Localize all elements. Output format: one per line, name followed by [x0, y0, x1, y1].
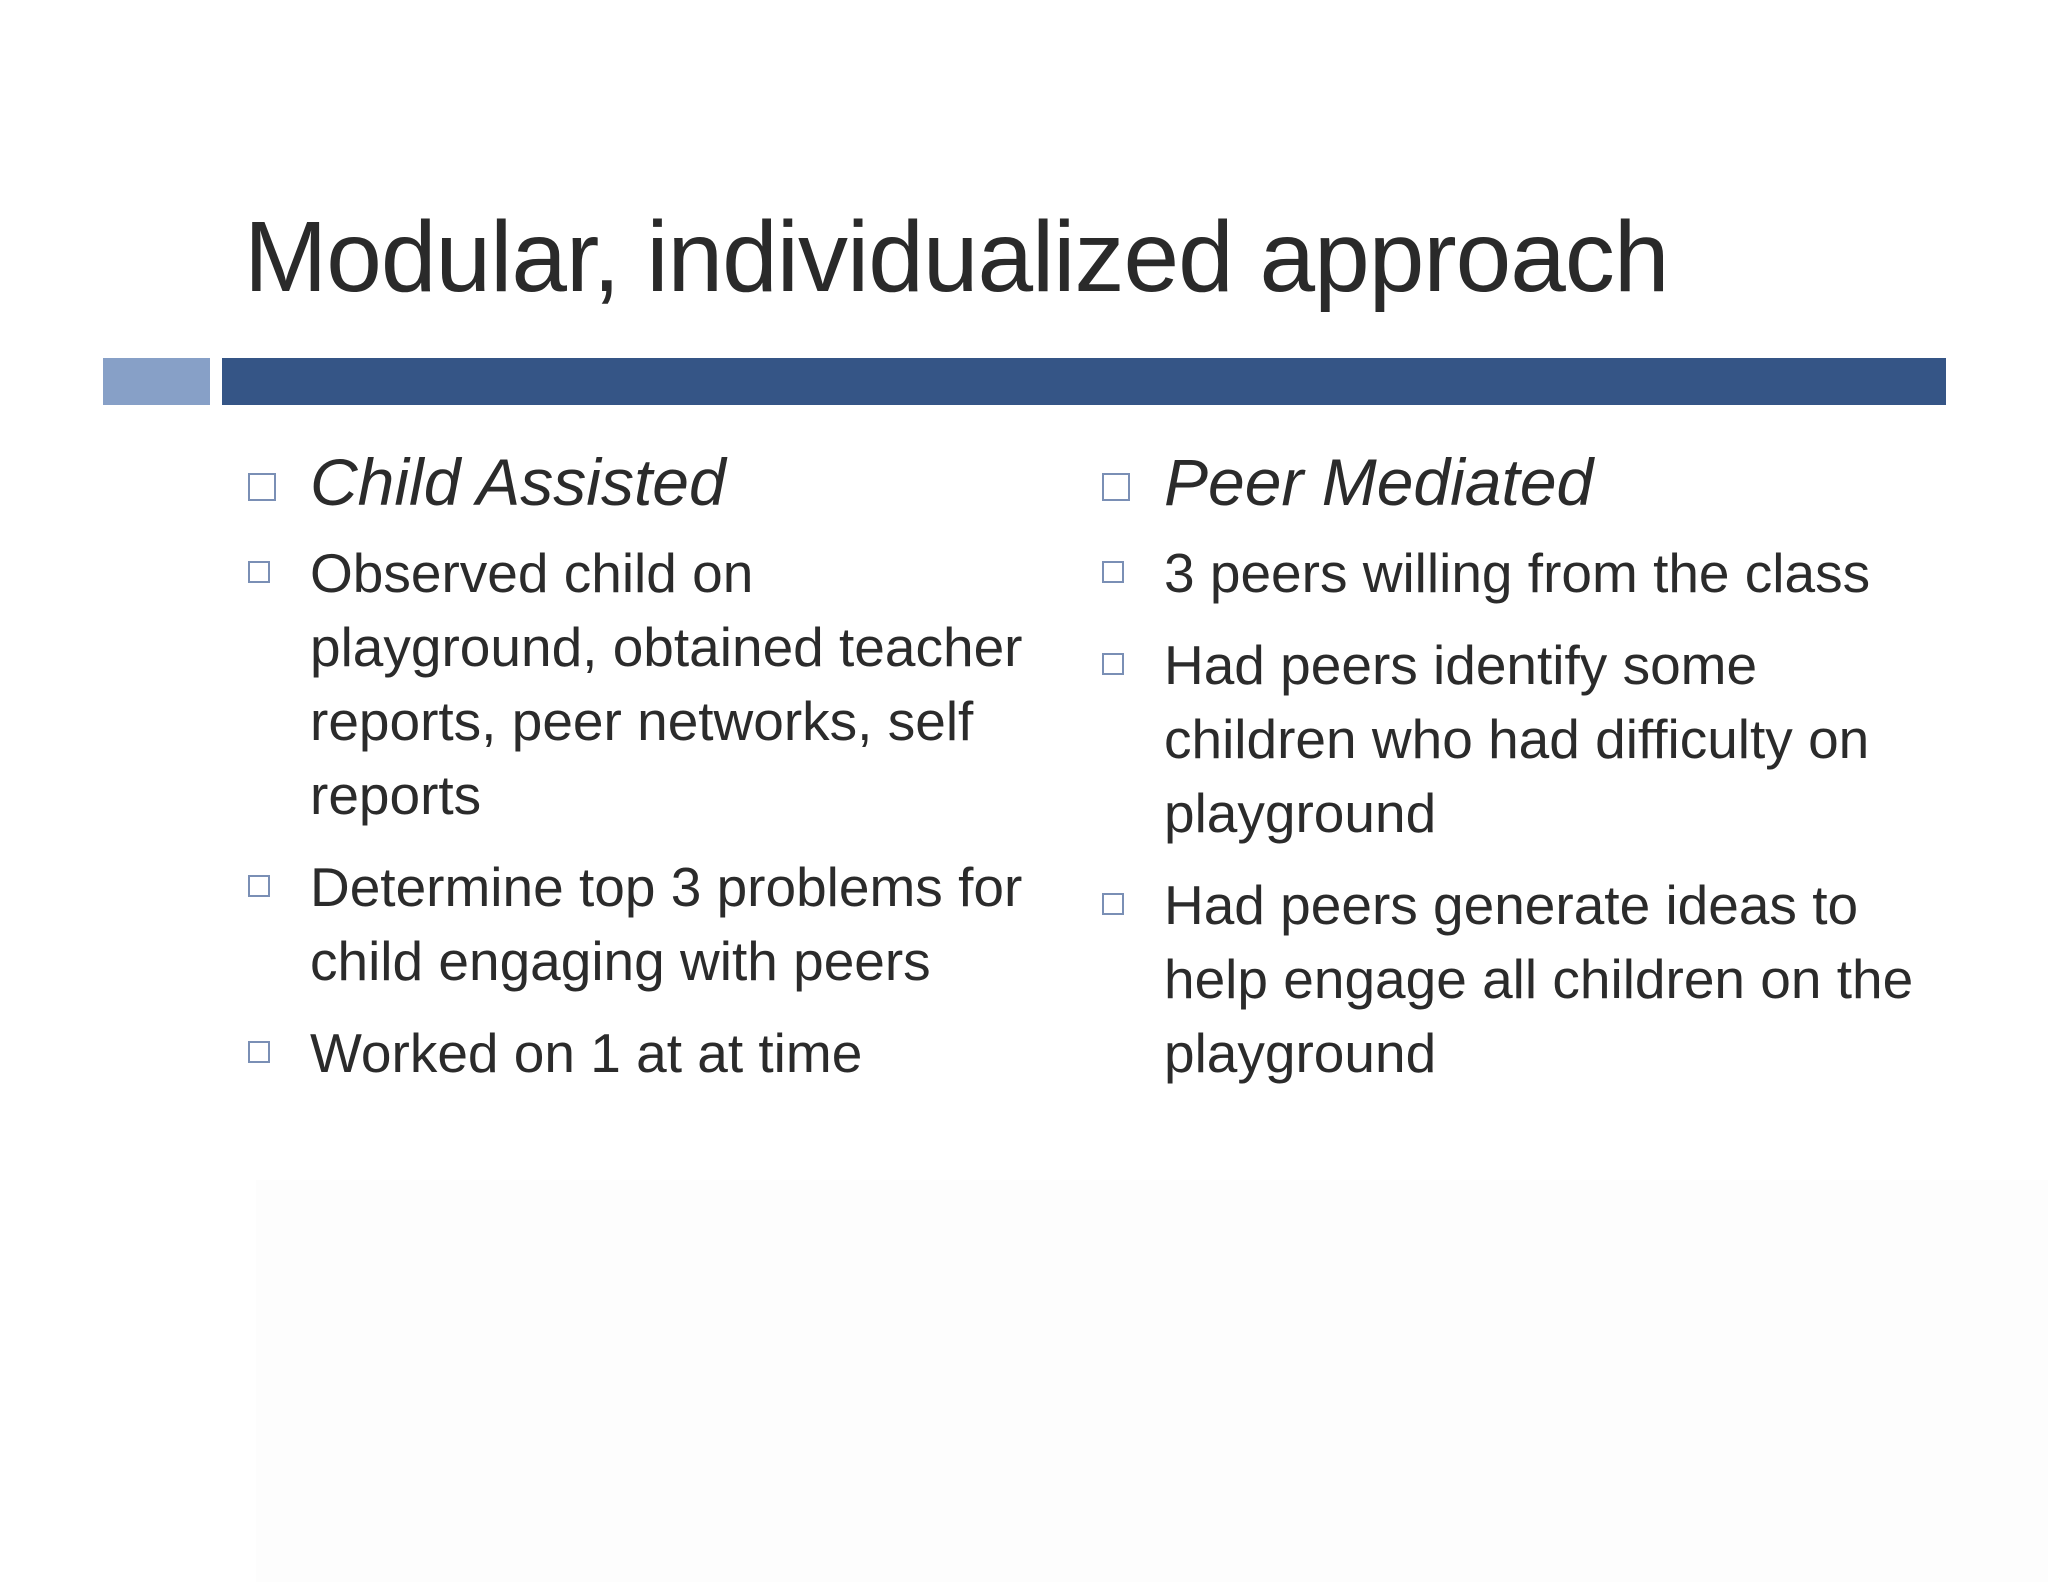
list-item-text: Had peers generate ideas to help engage all children on the playground [1164, 874, 1914, 1084]
square-bullet-icon [1102, 653, 1124, 675]
list-heading [248, 440, 1028, 524]
list-heading [1102, 440, 1932, 524]
list-item [248, 1016, 1028, 1090]
list-item [248, 536, 1028, 832]
background-panel [256, 1180, 2048, 1582]
heading-text: Peer Mediated [1164, 445, 1594, 519]
square-bullet-icon [1102, 893, 1124, 915]
square-bullet-icon [248, 473, 276, 501]
right-column-list [1102, 440, 1932, 1108]
title-accent-bar-light [103, 358, 210, 405]
list-item-text: Observed child on playground, obtained teacher reports, peer networks, self reports [310, 542, 1023, 826]
list-item [1102, 628, 1932, 850]
list-item [1102, 536, 1932, 610]
list-item-text: Determine top 3 problems for child engaging with peers [310, 856, 1023, 992]
square-bullet-icon [248, 875, 270, 897]
list-item-text: 3 peers willing from the class [1164, 542, 1871, 604]
title-accent-bar-dark [222, 358, 1946, 405]
list-item-text: Worked on 1 at at time [310, 1022, 863, 1084]
square-bullet-icon [248, 1041, 270, 1063]
square-bullet-icon [1102, 473, 1130, 501]
square-bullet-icon [1102, 561, 1124, 583]
list-item-text: Had peers identify some children who had difficulty on playground [1164, 634, 1870, 844]
list-item [1102, 868, 1932, 1090]
slide-title: Modular, individualized approach [244, 201, 1669, 313]
left-column-list [248, 440, 1028, 1108]
heading-text: Child Assisted [310, 445, 726, 519]
list-item [248, 850, 1028, 998]
square-bullet-icon [248, 561, 270, 583]
